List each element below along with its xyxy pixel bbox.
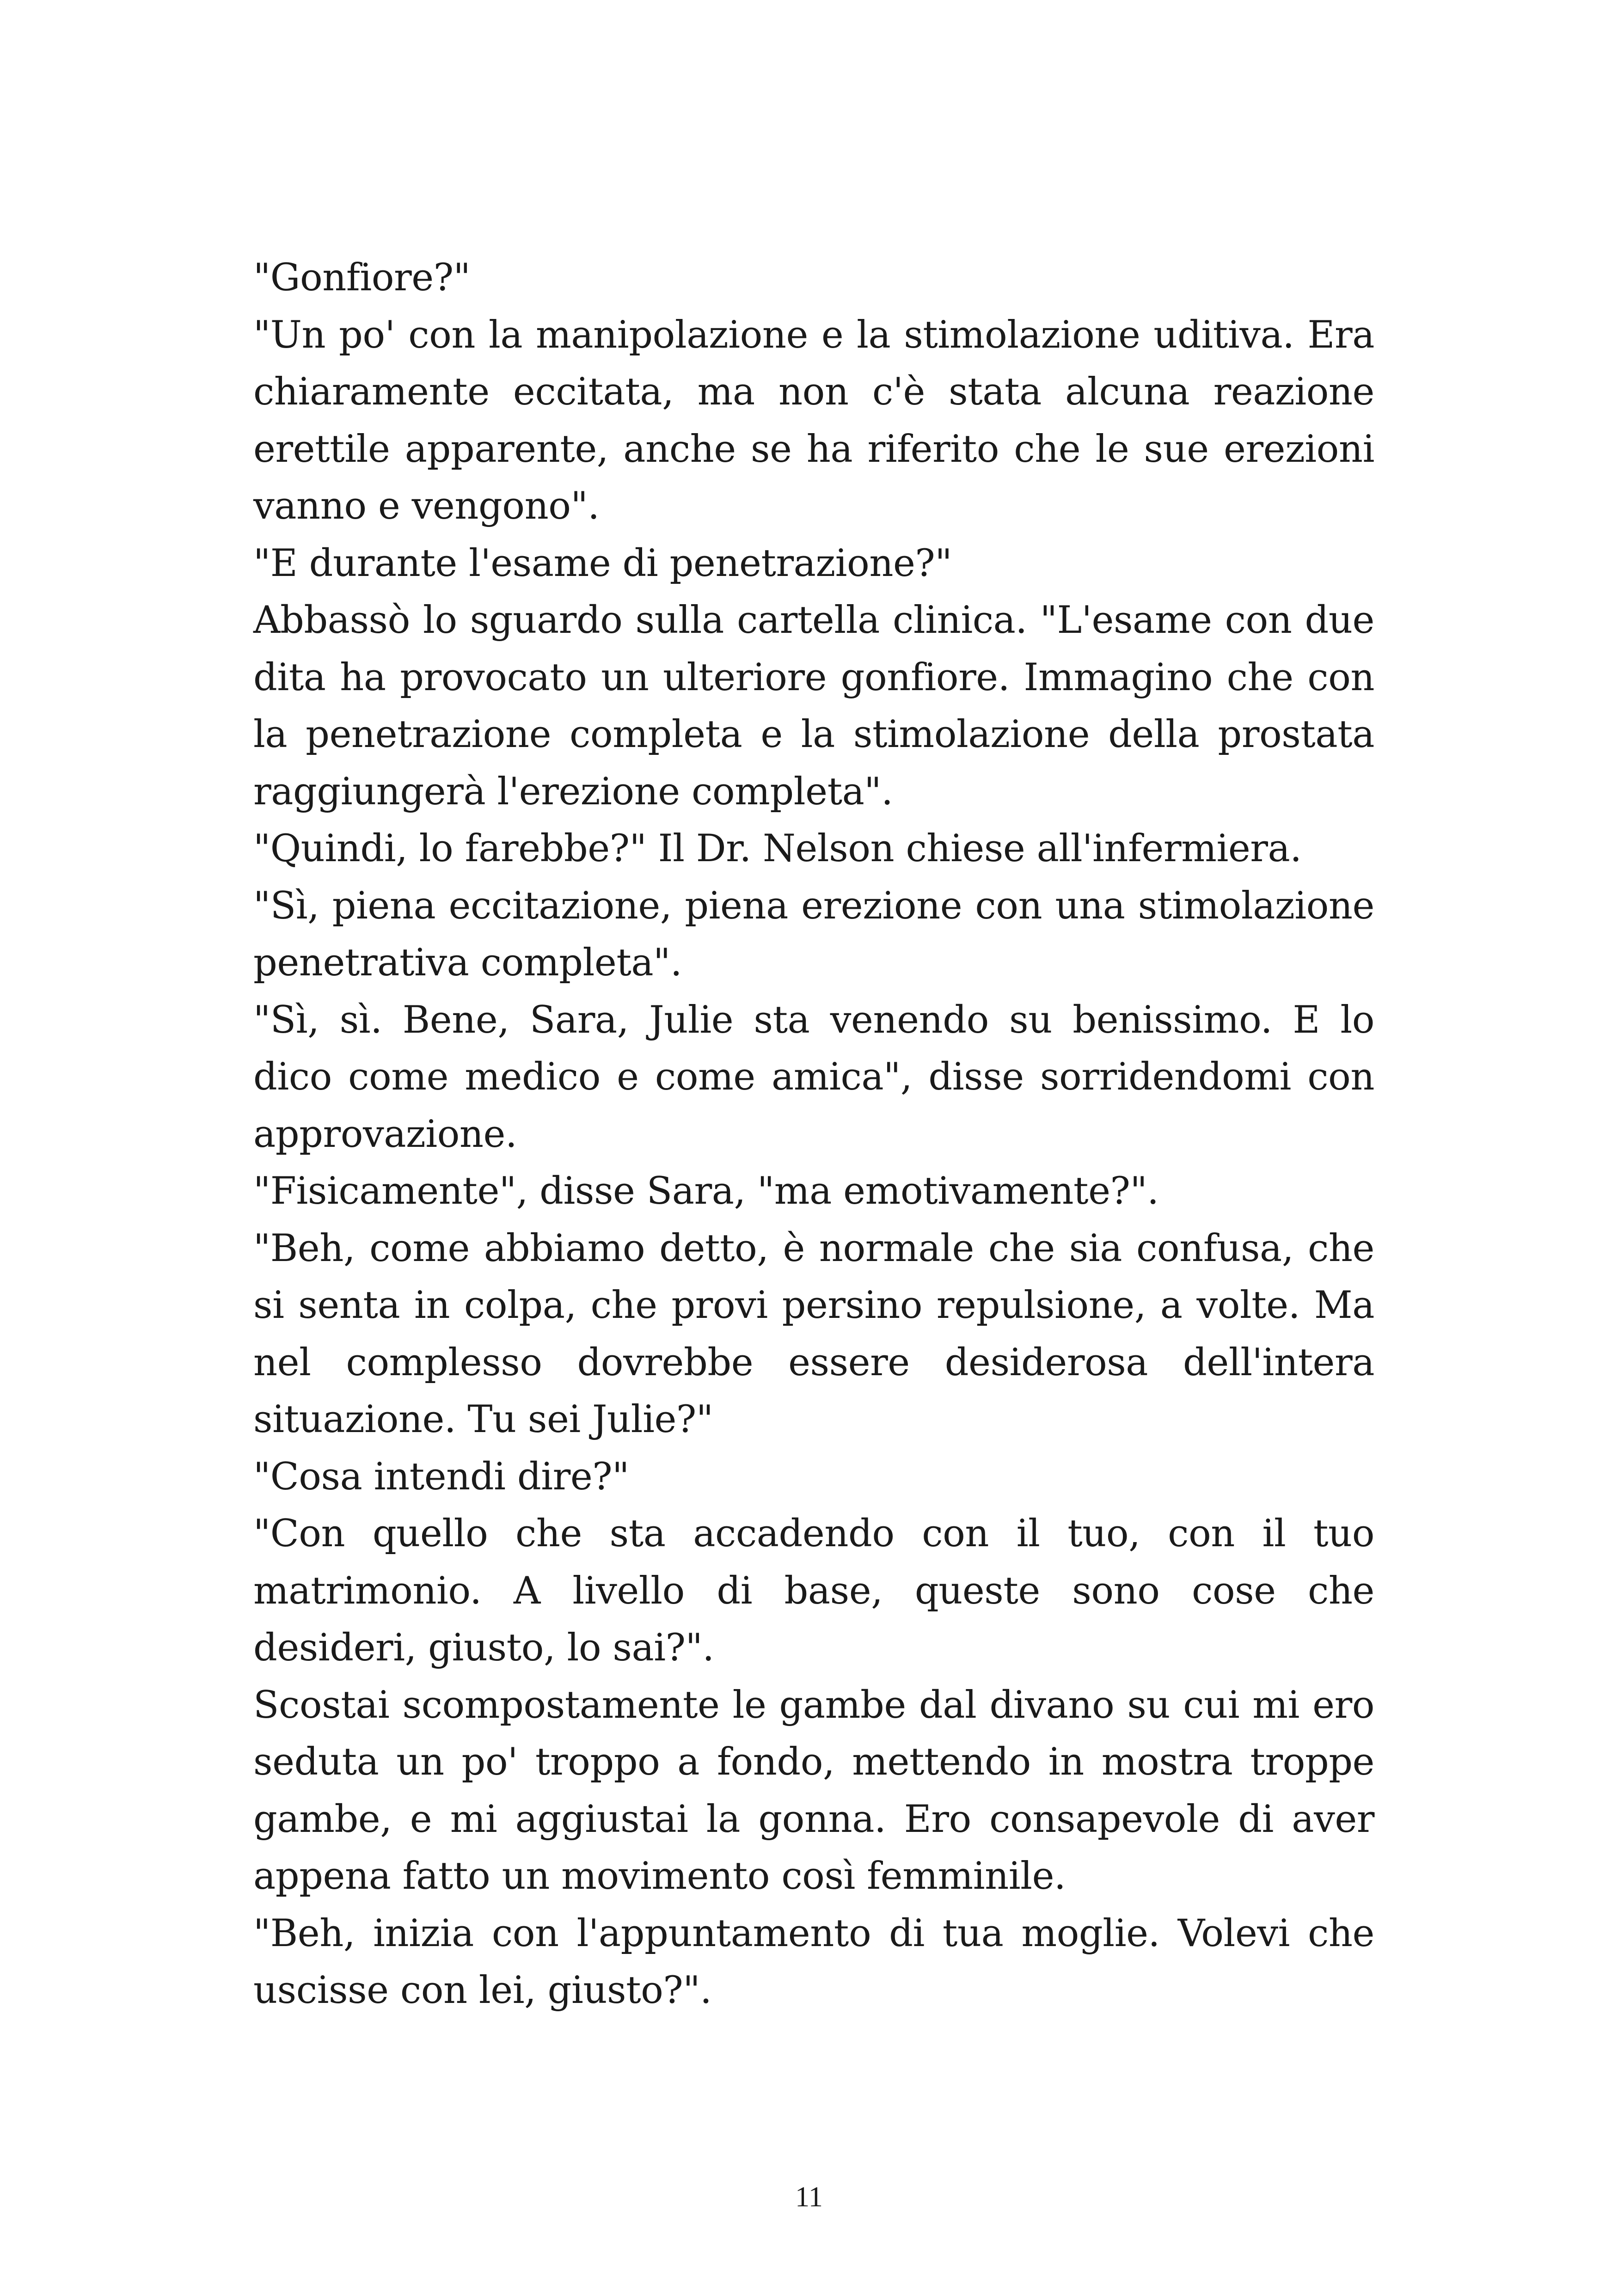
paragraph: "Sì, piena eccitazione, piena erezione con una stimolazione penetrativa completa". [253,884,1374,985]
paragraph: "Con quello che sta accadendo con il tuo, con il tuo matrimonio. A livello di base, queste sono cose che desideri, giusto, lo sai?". [253,1512,1374,1670]
page-number: 11 [795,2181,823,2213]
paragraph: Abbassò lo sguardo sulla cartella clinica. "L'esame con due dita ha provocato un ulteriore gonfiore. Immagino che con la penetrazione completa e la stimolazione della prostata raggiungerà l'erezione completa". [253,599,1374,814]
paragraph: "Beh, come abbiamo detto, è normale che sia confusa, che si senta in colpa, che provi persino repulsione, a volte. Ma nel complesso dovrebbe essere desiderosa dell'intera situazione. Tu sei Julie?" [253,1226,1374,1441]
paragraph: "Fisicamente", disse Sara, "ma emotivamente?". [253,1169,1159,1213]
paragraph: "Beh, inizia con l'appuntamento di tua moglie. Volevi che uscisse con lei, giusto?". [253,1911,1374,2012]
paragraph: "Sì, sì. Bene, Sara, Julie sta venendo su benissimo. E lo dico come medico e come amica", disse sorridendomi con approvazione. [253,998,1374,1156]
paragraph: "E durante l'esame di penetrazione?" [253,541,952,585]
paragraph: "Un po' con la manipolazione e la stimolazione uditiva. Era chiaramente eccitata, ma non c'è stata alcuna reazione erettile apparente, anche se ha riferito che le sue erezioni vanno e vengono". [253,313,1374,528]
paragraph: Scostai scompostamente le gambe dal divano su cui mi ero seduta un po' troppo a fondo, mettendo in mostra troppe gambe, e mi aggiustai la gonna. Ero consapevole di aver appena fatto un movimento così femminile. [253,1683,1374,1898]
paragraph: "Gonfiore?" [253,256,471,300]
paragraph: "Quindi, lo farebbe?" Il Dr. Nelson chiese all'infermiera. [253,827,1302,870]
paragraph: "Cosa intendi dire?" [253,1455,629,1499]
body-text [253,250,1374,2020]
